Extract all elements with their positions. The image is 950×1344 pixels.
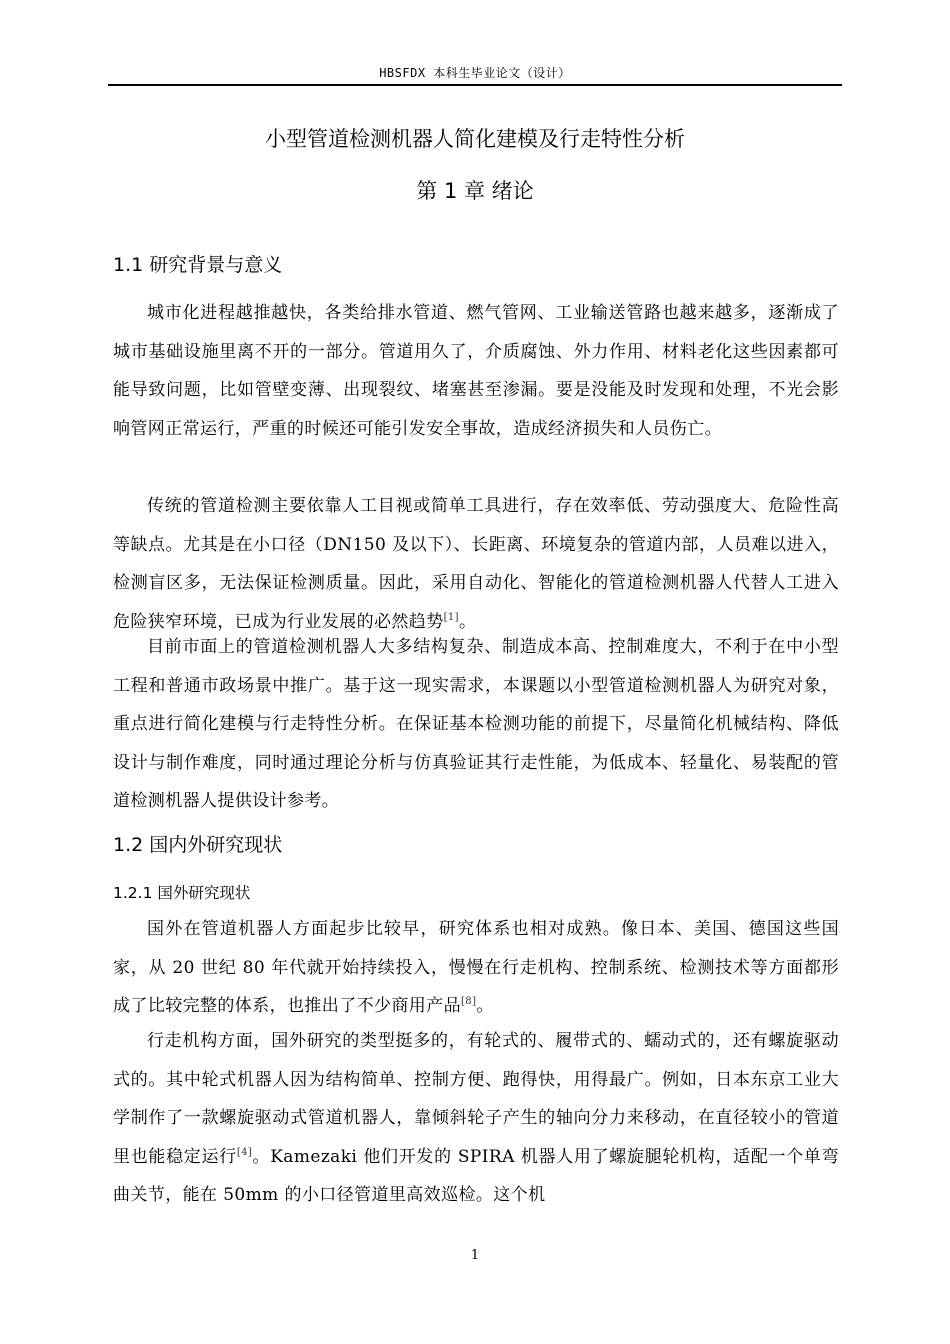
paragraph-text: 国外在管道机器人方面起步比较早，研究体系也相对成熟。像日本、美国、德国这些国家，从 20 世纪 80 年代就开始持续投入，慢慢在行走机构、控制系统、检测技术等方面都形成了比较完整的体系，也推出了不少商用产品 [113,919,839,1017]
paragraph-end: 。 [476,996,494,1017]
section-heading-1-2: 1.2 国内外研究现状 [113,834,283,856]
paragraph-foreign-1 [113,910,839,1026]
section-heading-1-1: 1.1 研究背景与意义 [113,254,283,276]
paragraph-end: 。 [458,611,477,632]
citation-ref: [4] [236,1146,253,1158]
citation-ref: [8] [461,996,477,1008]
paragraph-text: 传统的管道检测主要依靠人工目视或简单工具进行，存在效率低、劳动强度大、危险性高等缺点。尤其是在小口径（DN150 及以下）、长距离、环境复杂的管道内部，人员难以进入，检测盲区多，无法保证检测质量。因此，采用自动化、智能化的管道检测机器人代替人工进入危险狭窄环境，已成为行业发展的必然趋势 [113,496,839,632]
paragraph-background-1: 城市化进程越推越快，各类给排水管道、燃气管网、工业输送管路也越来越多，逐渐成了城市基础设施里离不开的一部分。管道用久了，介质腐蚀、外力作用、材料老化这些因素都可能导致问题，比如管壁变薄、出现裂纹、堵塞甚至渗漏。要是没能及时发现和处理，不光会影响管网正常运行，严重的时候还可能引发安全事故，造成经济损失和人员伤亡。 [113,303,839,439]
page-number: 1 [470,1248,480,1263]
page-header: HBSFDX 本科生毕业论文（设计） [379,66,571,80]
subsection-heading-1-2-1: 1.2.1 国外研究现状 [113,884,251,902]
paragraph-text-continued: 。Kamezaki 他们开发的 SPIRA 机器人用了螺旋腿轮机构，适配一个单弯曲关节，能在 50mm 的小口径管道里高效巡检。这个机 [113,1146,839,1206]
thesis-title: 小型管道检测机器人简化建模及行走特性分析 [265,127,685,151]
chapter-heading: 第 1 章 绪论 [416,179,534,203]
paragraph-background-3: 目前市面上的管道检测机器人大多结构复杂、制造成本高、控制难度大，不利于在中小型工程和普通市政场景中推广。基于这一现实需求，本课题以小型管道检测机器人为研究对象，重点进行简化建模与行走特性分析。在保证基本检测功能的前提下，尽量简化机械结构、降低设计与制作难度，同时通过理论分析与仿真验证其行走性能，为低成本、轻量化、易装配的管道检测机器人提供设计参考。 [113,637,839,812]
paragraph-text: 行走机构方面，国外研究的类型挺多的，有轮式的、履带式的、蠕动式的，还有螺旋驱动式的。其中轮式机器人因为结构简单、控制方便、跑得快，用得最广。例如，日本东京工业大学制作了一款螺旋驱动式管道机器人，靠倾斜轮子产生的轴向分力来移动，在直径较小的管道里也能稳定运行 [113,1031,839,1167]
paragraph-background-2 [113,487,839,641]
paragraph-foreign-2 [113,1022,839,1215]
citation-ref: [1] [443,611,459,623]
header-rule [108,84,842,86]
